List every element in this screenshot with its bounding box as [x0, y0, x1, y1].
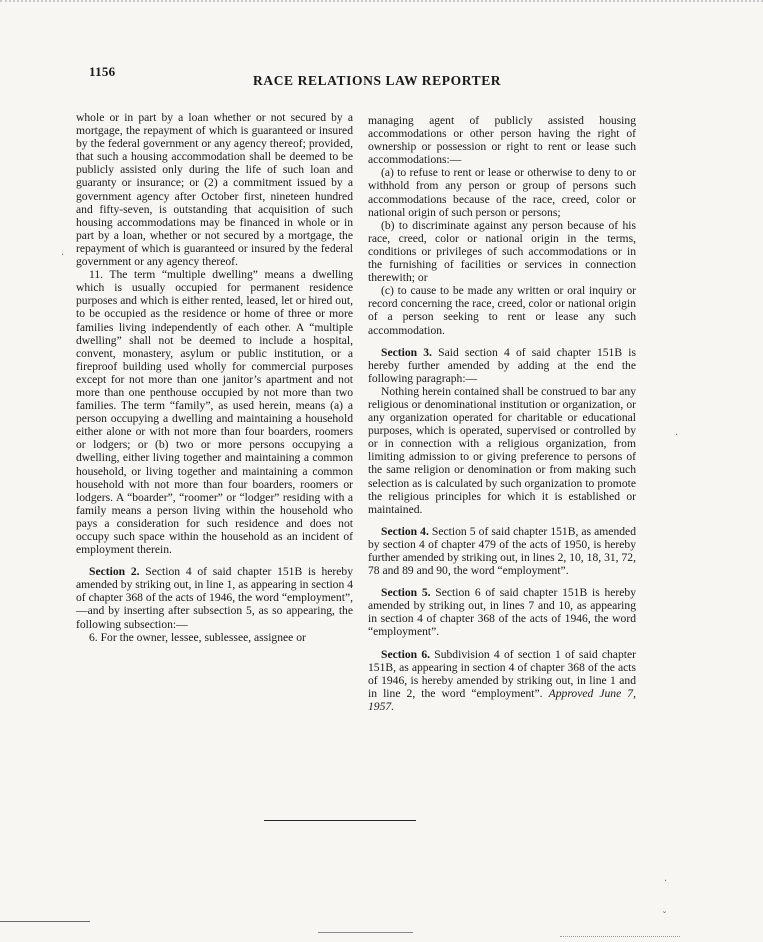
- clause-c: (c) to cause to be made any written or oral inquiry or record concerning the race, creed, color or national origin of a person seeking to rent or lease any such accommodation.: [368, 284, 636, 337]
- section-6-label: Section 6.: [381, 647, 431, 661]
- scan-artifact-line: [318, 932, 413, 933]
- section-4-label: Section 4.: [381, 524, 429, 538]
- section-2-paragraph: [76, 565, 353, 630]
- subsection-6-start: 6. For the owner, lessee, sublessee, assignee or: [89, 630, 306, 644]
- section-3-added-paragraph: Nothing herein contained shall be construed to bar any religious or denominational institution or organization, or any organization operated for charitable or educational purposes, which is operated, supervised or controlled by or in connection with a religious organization, from limiting admission to or giving preference to persons of the same religion or denomination or from making such selection as is calculated by such organization to promote the religious principles for which it is established or maintained.: [368, 384, 636, 516]
- section-6-paragraph: [368, 648, 636, 713]
- section-4-paragraph: [368, 525, 636, 577]
- section-2-label: Section 2.: [89, 565, 140, 579]
- scan-speck: ˇ: [662, 911, 667, 922]
- section-3-label: Section 3.: [381, 345, 432, 359]
- approved-date: Approved June 7, 1957.: [368, 686, 636, 713]
- section-6-text: Subdivision 4 of section 1 of said chapter 151B, as appearing in section 4 of chapter 368 of the acts of 1946, is hereby amended by striking out, in line 1 and in line 2, the word “employment”.: [368, 647, 636, 700]
- scan-speck: ·: [61, 250, 65, 261]
- scan-artifact-line: [560, 936, 680, 937]
- section-5-paragraph: [368, 586, 636, 638]
- running-head: RACE RELATIONS LAW REPORTER: [253, 73, 502, 88]
- section-5-text: Section 6 of said chapter 151B is hereby amended by striking out, in lines 7 and 10, as appearing in section 4 of chapter 368 of the acts of 1946, the word “employment”.: [368, 586, 636, 639]
- page-number: 1156: [89, 64, 116, 79]
- section-2-text: Section 4 of said chapter 151B is hereby amended by striking out, in line 1, as appearing in section 4 of chapter 368 of the acts of 1946, the word “employment”,—and by inserting after subsection 5, as so appearing, the following subsection:—: [76, 565, 353, 631]
- section-3-paragraph: [368, 346, 636, 385]
- scan-artifact-line: [0, 921, 90, 922]
- left-paragraph-1: whole or in part by a loan whether or not secured by a mortgage, the repayment of which is guaranteed or insured by the federal government or any agency thereof; provided, that such a housing accommodation shall be deemed to be publicly assisted only during the life of such loan and guaranty or insurance; or (2) a commitment issued by a government agency after October first, nineteen hundred and fifty-seven, is outstanding that acquisition of such housing accommodations may be financed in whole or in part by a loan, whether or not secured by a mortgage, the repayment of which is guaranteed or insured by the federal government or any agency thereof.: [76, 111, 353, 269]
- scan-speck: ·: [664, 876, 668, 887]
- section-5-label: Section 5.: [381, 586, 431, 600]
- scan-top-edge: [0, 0, 763, 5]
- definition-multiple-dwelling: 11. The term “multiple dwelling” means a dwelling which is usually occupied for permanent residence purposes and which is either rented, leased, let or hired out, to be occupied as the residence or home of three or more families living independently of each other. A “multiple dwelling” shall not be deemed to include a hospital, convent, monastery, asylum or public institution, or a fireproof building used wholly for commercial purposes except for not more than one janitor’s apartment and not more than one penthouse occupied by not more than two families. The term “family”, as used herein, means (a) a person occupying a dwelling and maintaining a household either alone or with not more than four boarders, roomers or lodgers; or (b) two or more persons occupying a dwelling, either living together and maintaining a common household, or living together and maintaining a common household with not more than four boarders, roomers or lodgers. A “boarder”, “roomer” or “lodger” residing with a family means a person living within the household who pays a consideration for such residence and does not occupy such space within the household as an incident of employment therein.: [76, 268, 353, 557]
- clause-b: (b) to discriminate against any person because of his race, creed, color or national origin in the terms, conditions or privileges of such accommodations or in the furnishing of facilities or services in connection therewith; or: [368, 218, 636, 285]
- scan-speck: ·: [675, 430, 679, 441]
- end-rule: [264, 820, 416, 821]
- section-3-text: Said section 4 of said chapter 151B is hereby further amended by adding at the end the following paragraph:—: [368, 345, 636, 385]
- right-paragraph-1: managing agent of publicly assisted housing accommodations or other person having the right of ownership or possession or right to rent or lease such accommodations:—: [368, 114, 636, 167]
- right-column: [368, 114, 636, 713]
- clause-a: (a) to refuse to rent or lease or otherwise to deny to or withhold from any person or group of persons such accommodations because of the race, creed, color or national origin of such person or persons;: [368, 166, 636, 219]
- section-4-text: Section 5 of said chapter 151B, as amended by section 4 of chapter 479 of the acts of 1950, is hereby further amended by striking out, in lines 2, 10, 18, 31, 72, 78 and 89 and 90, the word “employment”.: [368, 524, 636, 578]
- left-column: [76, 111, 353, 644]
